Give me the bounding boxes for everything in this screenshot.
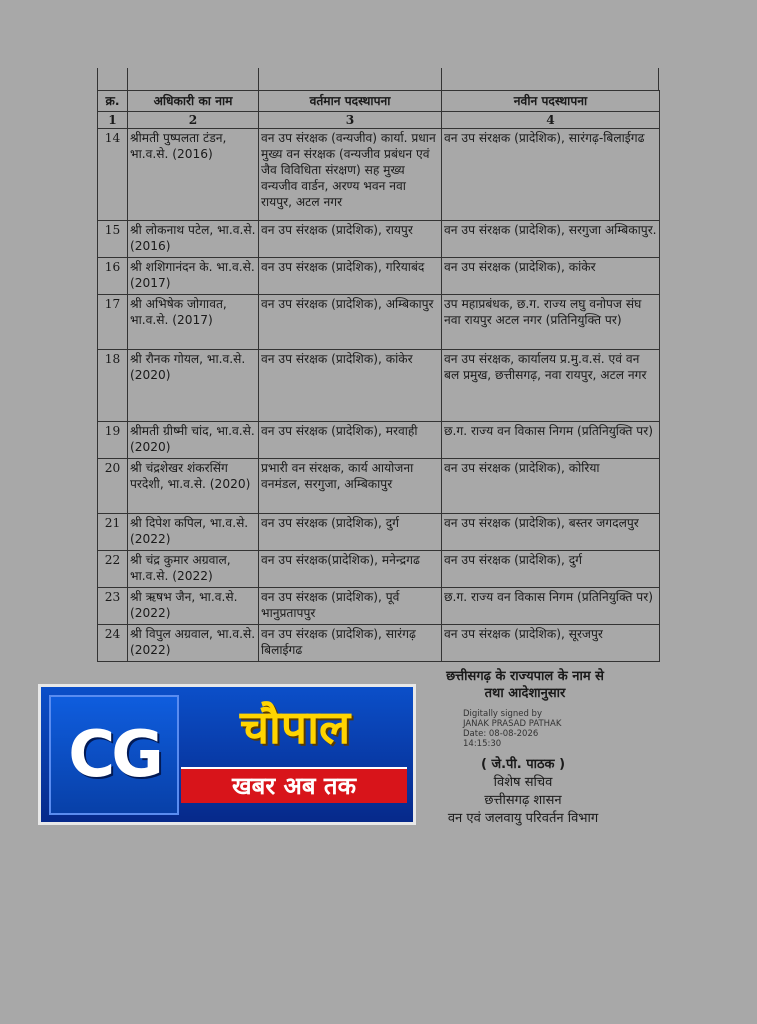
row-current: वन उप संरक्षक(प्रादेशिक), मनेन्द्रगढ (259, 551, 442, 588)
row-new: वन उप संरक्षक (प्रादेशिक), दुर्ग (442, 551, 660, 588)
row-new: वन उप संरक्षक, कार्यालय प्र.मु.व.सं. एवं वन बल प्रमुख, छत्तीसगढ़, नवा रायपुर, अटल नगर (442, 350, 660, 422)
table-row (98, 514, 660, 551)
row-name: श्री चंद्रशेखर शंकरसिंग परदेशी, भा.व.से. (2020) (128, 459, 259, 514)
row-name: श्री दिपेश कपिल, भा.व.से. (2022) (128, 514, 259, 551)
signatory-department: वन एवं जलवायु परिवर्तन विभाग (447, 811, 599, 826)
row-new: वन उप संरक्षक (प्रादेशिक), बस्तर जगदलपुर (442, 514, 660, 551)
row-new: छ.ग. राज्य वन विकास निगम (प्रतिनियुक्ति पर) (442, 422, 660, 459)
table-row (98, 258, 660, 295)
signatory-designation: विशेष सचिव (493, 775, 553, 790)
row-current: वन उप संरक्षक (प्रादेशिक), अम्बिकापुर (259, 295, 442, 350)
column-number-row (98, 112, 660, 129)
row-new: वन उप संरक्षक (प्रादेशिक), सूरजपुर (442, 625, 660, 662)
row-name: श्रीमती ग्रीष्मी चांद, भा.व.से. (2020) (128, 422, 259, 459)
row-name: श्री अभिषेक जोगावत, भा.व.से. (2017) (128, 295, 259, 350)
digital-signature-time: 14:15:30 (463, 739, 502, 749)
table-row (98, 551, 660, 588)
row-sn: 20 (98, 459, 128, 514)
row-sn: 19 (98, 422, 128, 459)
logo-tagline: खबर अब तक (181, 767, 407, 803)
authority-line-1: छत्तीसगढ़ के राज्यपाल के नाम से (446, 669, 604, 684)
table-row (98, 221, 660, 258)
row-name: श्री लोकनाथ पटेल, भा.व.से. (2016) (128, 221, 259, 258)
row-current: वन उप संरक्षक (वन्यजीव) कार्या. प्रधान मुख्य वन संरक्षक (वन्यजीव प्रबंधन एवं जैव विविधिता संरक्षण) सह मुख्य वन्यजीव वार्डन, अरण्य भवन नवा रायपुर, अटल नगर (259, 129, 442, 221)
signatory-government: छत्तीसगढ़ शासन (484, 793, 562, 808)
row-current: वन उप संरक्षक (प्रादेशिक), कांकेर (259, 350, 442, 422)
col-num: 1 (98, 112, 128, 129)
row-current: वन उप संरक्षक (प्रादेशिक), गरियाबंद (259, 258, 442, 295)
signatory-block (408, 756, 638, 828)
row-current: वन उप संरक्षक (प्रादेशिक), दुर्ग (259, 514, 442, 551)
authority-line-2: तथा आदेशानुसार (484, 686, 566, 701)
header-current-posting: वर्तमान पदस्थापना (259, 91, 442, 112)
row-new: उप महाप्रबंधक, छ.ग. राज्य लघु वनोपज संघ नवा रायपुर अटल नगर (प्रतिनियुक्ति पर) (442, 295, 660, 350)
table-row (98, 459, 660, 514)
col-num: 4 (442, 112, 660, 129)
authority-line (400, 668, 650, 702)
digital-signature-signer: JANAK PRASAD PATHAK (463, 719, 562, 729)
header-sn: क्र. (98, 91, 128, 112)
header-new-posting: नवीन पदस्थापना (442, 91, 660, 112)
row-sn: 14 (98, 129, 128, 221)
header-officer-name: अधिकारी का नाम (128, 91, 259, 112)
row-name: श्री ऋषभ जैन, भा.व.से. (2022) (128, 588, 259, 625)
table-top-rules (97, 68, 659, 90)
row-sn: 24 (98, 625, 128, 662)
row-sn: 21 (98, 514, 128, 551)
row-name: श्री विपुल अग्रवाल, भा.व.से. (2022) (128, 625, 259, 662)
row-sn: 22 (98, 551, 128, 588)
row-new: वन उप संरक्षक (प्रादेशिक), सारंगढ़-बिलाईगढ (442, 129, 660, 221)
row-name: श्री शशिगानंदन के. भा.व.से. (2017) (128, 258, 259, 295)
table-row (98, 422, 660, 459)
row-current: वन उप संरक्षक (प्रादेशिक), पूर्व भानुप्रतापपुर (259, 588, 442, 625)
col-num: 3 (259, 112, 442, 129)
row-current: प्रभारी वन संरक्षक, कार्य आयोजना वनमंडल, सरगुजा, अम्बिकापुर (259, 459, 442, 514)
table-row (98, 129, 660, 221)
table-row (98, 350, 660, 422)
digital-signature-label: Digitally signed by (463, 709, 542, 719)
row-sn: 15 (98, 221, 128, 258)
table-row (98, 588, 660, 625)
order-document (97, 68, 659, 662)
row-sn: 18 (98, 350, 128, 422)
signatory-name: ( जे.पी. पाठक ) (480, 757, 566, 772)
row-current: वन उप संरक्षक (प्रादेशिक), सारंगढ़ बिलाईगढ (259, 625, 442, 662)
row-current: वन उप संरक्षक (प्रादेशिक), मरवाही (259, 422, 442, 459)
digital-signature-date: Date: 08-08-2026 (463, 729, 539, 739)
col-num: 2 (128, 112, 259, 129)
transfer-table (97, 90, 660, 662)
row-current: वन उप संरक्षक (प्रादेशिक), रायपुर (259, 221, 442, 258)
row-name: श्री रौनक गोयल, भा.व.से. (2020) (128, 350, 259, 422)
row-new: वन उप संरक्षक (प्रादेशिक), कोरिया (442, 459, 660, 514)
table-row (98, 295, 660, 350)
row-name: श्रीमती पुष्पलता टंडन, भा.व.से. (2016) (128, 129, 259, 221)
row-new: वन उप संरक्षक (प्रादेशिक), कांकेर (442, 258, 660, 295)
row-new: छ.ग. राज्य वन विकास निगम (प्रतिनियुक्ति पर) (442, 588, 660, 625)
table-row (98, 625, 660, 662)
header-row (98, 91, 660, 112)
cg-chaupal-logo (38, 684, 416, 825)
row-new: वन उप संरक्षक (प्रादेशिक), सरगुजा अम्बिकापुर. (442, 221, 660, 258)
digital-signature (463, 709, 561, 749)
row-sn: 23 (98, 588, 128, 625)
row-sn: 17 (98, 295, 128, 350)
row-sn: 16 (98, 258, 128, 295)
logo-cg-text: CG (49, 695, 179, 815)
row-name: श्री चंद्र कुमार अग्रवाल, भा.व.से. (2022) (128, 551, 259, 588)
logo-brand-text: चौपाल (239, 700, 351, 754)
